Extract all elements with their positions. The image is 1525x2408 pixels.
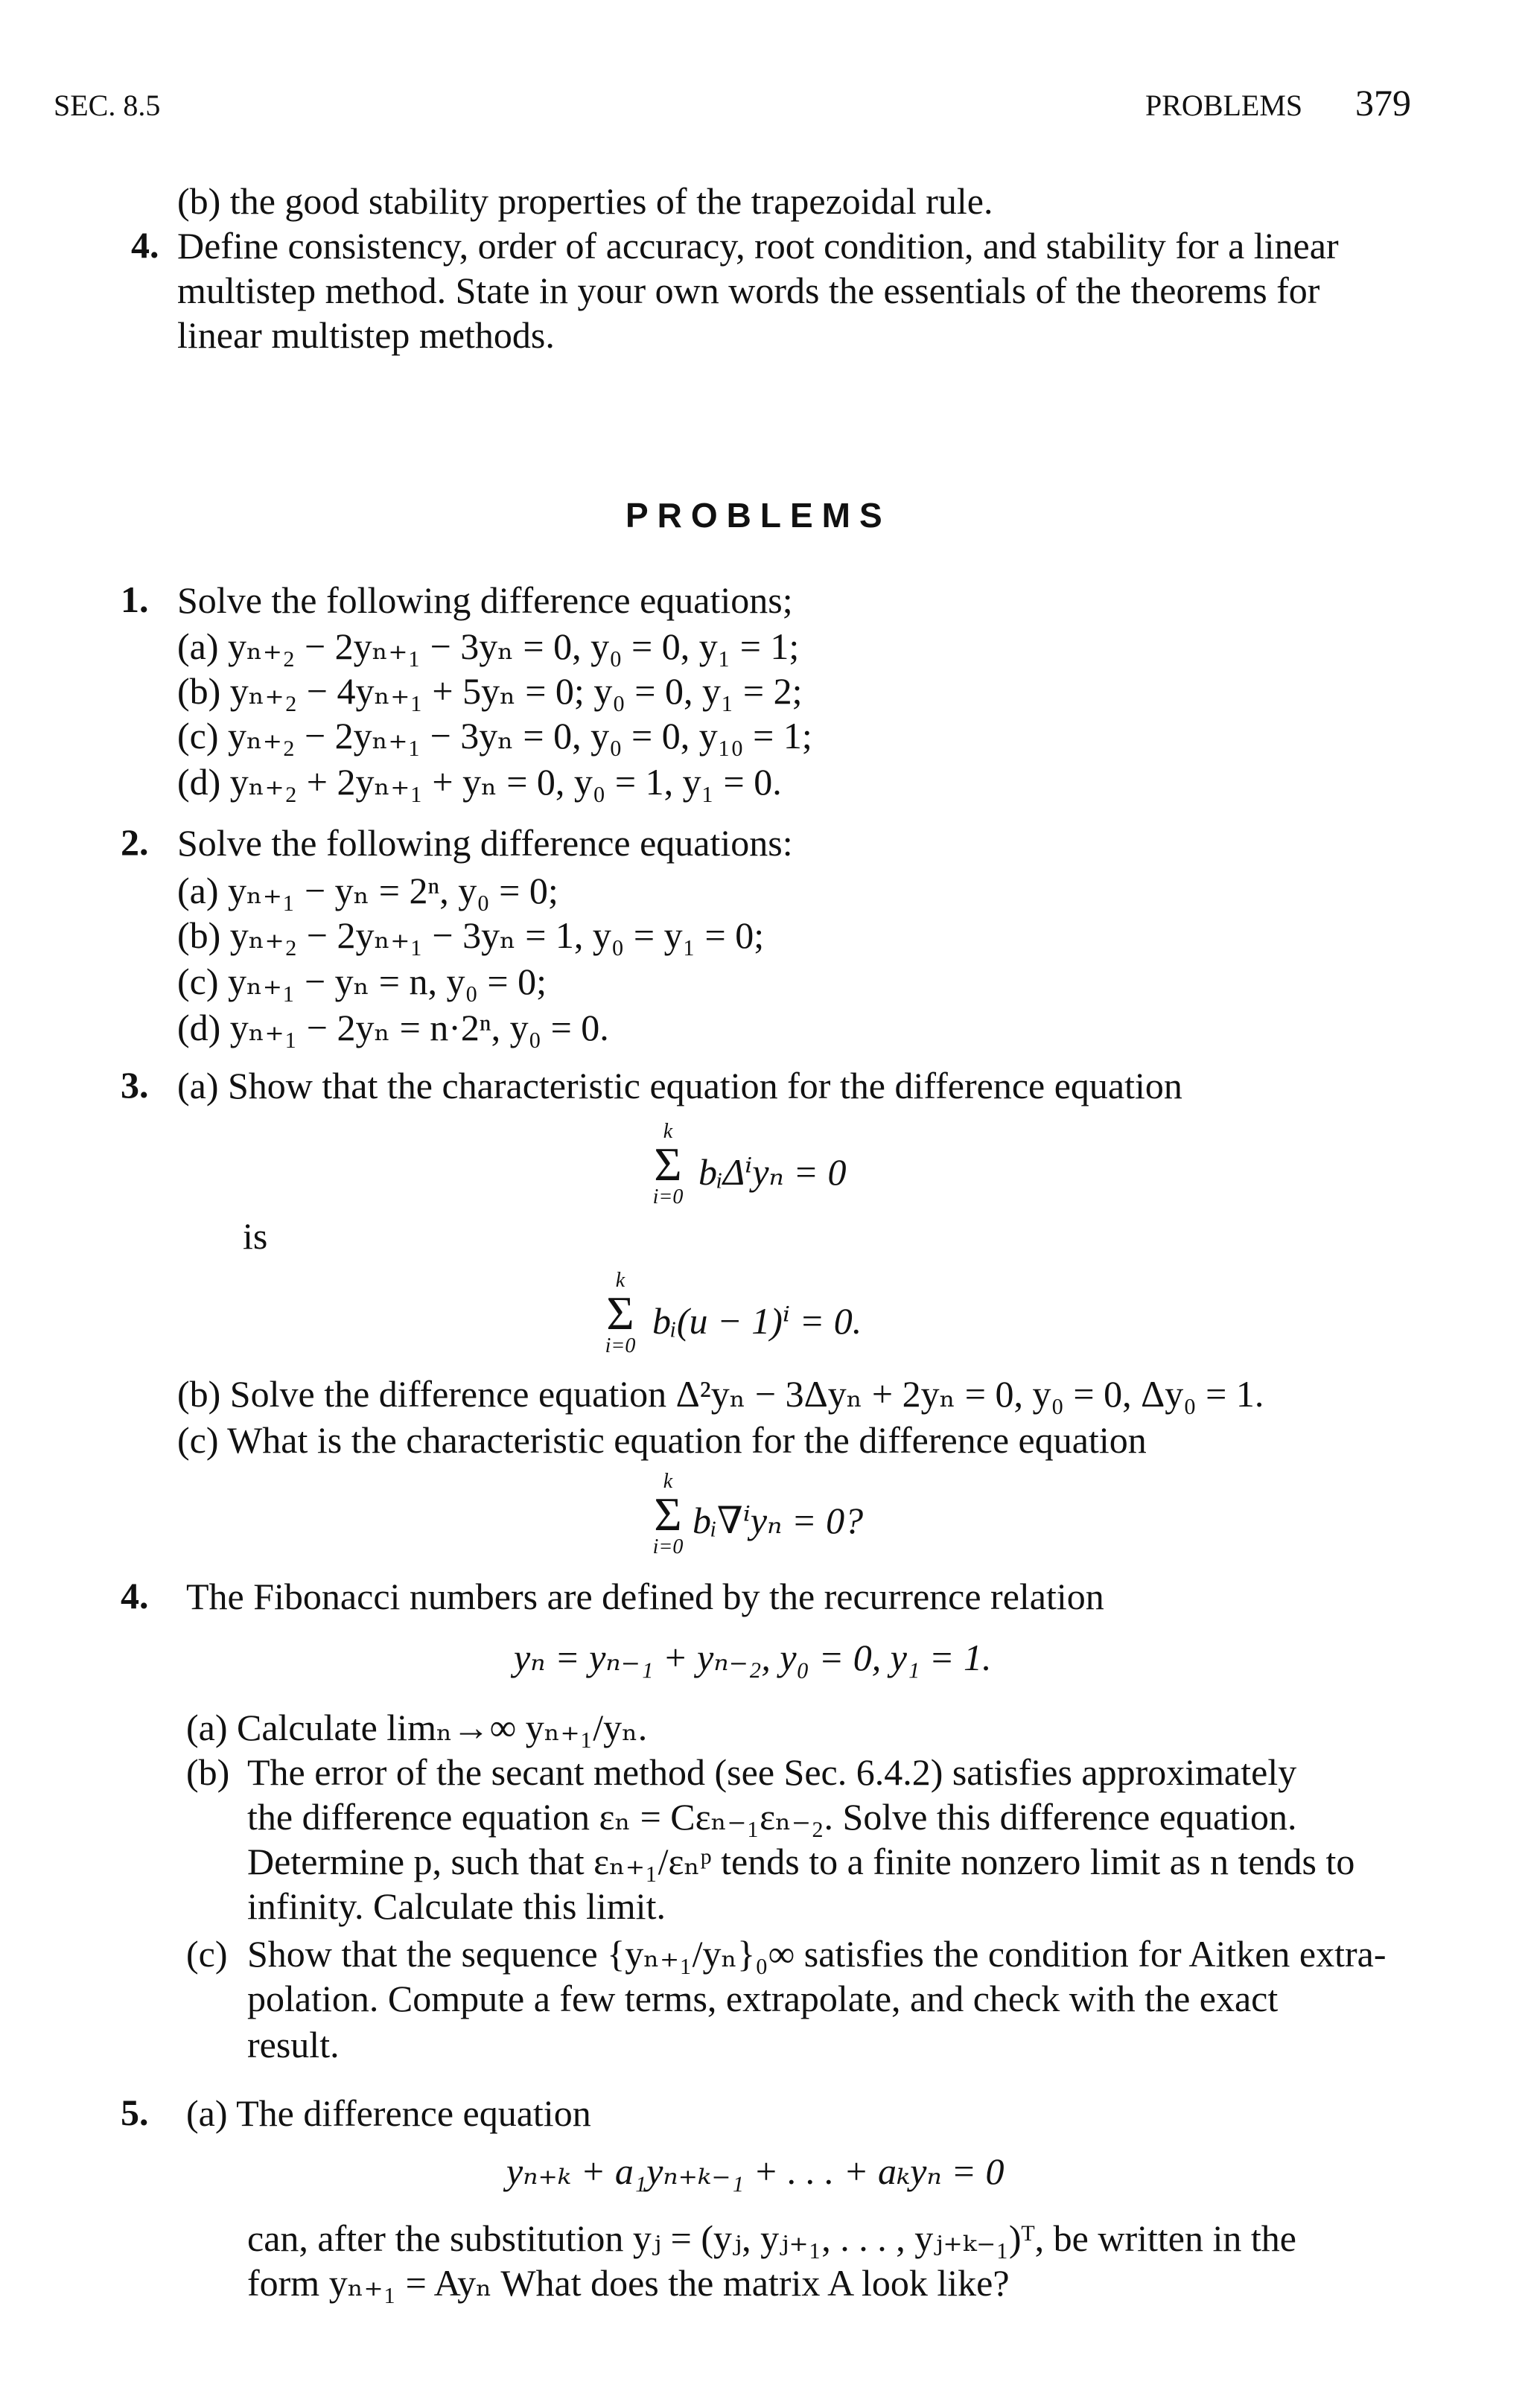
problem-3-part-c: (c) What is the characteristic equation for the difference equation bbox=[177, 1419, 1147, 1461]
sum-upper-limit: k bbox=[663, 1120, 673, 1143]
review-question-number: 4. bbox=[131, 224, 159, 266]
fibonacci-equation: yₙ = yₙ₋₁ + yₙ₋₂, y₀ = 0, y₁ = 1. bbox=[514, 1637, 992, 1678]
problem-5-part-a: (a) The difference equation bbox=[186, 2092, 591, 2134]
problem-5-number: 5. bbox=[121, 2092, 149, 2133]
problem-2-part-a: (a) yₙ₊₁ − yₙ = 2ⁿ, y₀ = 0; bbox=[177, 870, 558, 911]
review-q4-line-3: linear multistep methods. bbox=[177, 314, 555, 356]
problem-1-part-b: (b) yₙ₊₂ − 4yₙ₊₁ + 5yₙ = 0; y₀ = 0, y₁ = 2; bbox=[177, 670, 803, 712]
problem-4-part-c-line-2: polation. Compute a few terms, extrapolate, and check with the exact bbox=[247, 1978, 1279, 2019]
problem-1-title: Solve the following difference equations; bbox=[177, 579, 793, 621]
problem-5-line-2: form yₙ₊₁ = Ayₙ What does the matrix A look like? bbox=[247, 2262, 1010, 2304]
section-label: SEC. 8.5 bbox=[54, 89, 161, 122]
problem-4-part-c-label: (c) bbox=[186, 1933, 228, 1975]
problem-2-title: Solve the following difference equations: bbox=[177, 822, 793, 864]
review-item-b: (b) the good stability properties of the trapezoidal rule. bbox=[177, 180, 993, 222]
problem-4-part-b-label: (b) bbox=[186, 1751, 230, 1793]
problem-2-part-c: (c) yₙ₊₁ − yₙ = n, y₀ = 0; bbox=[177, 961, 547, 1002]
sigma-icon: Σ bbox=[654, 1488, 682, 1541]
problem-4-part-b-line-2: the difference equation εₙ = Cεₙ₋₁εₙ₋₂. Solve this difference equation. bbox=[247, 1796, 1297, 1838]
problem-3-part-a: (a) Show that the characteristic equation for the difference equation bbox=[177, 1065, 1182, 1106]
problem-5-equation: yₙ₊ₖ + a₁yₙ₊ₖ₋₁ + . . . + aₖyₙ = 0 bbox=[506, 2150, 1005, 2192]
sum-lower-limit: i=0 bbox=[652, 1185, 684, 1208]
problem-3-number: 3. bbox=[121, 1064, 149, 1106]
sum-symbol-1 bbox=[649, 1121, 687, 1208]
is-label: is bbox=[243, 1215, 268, 1257]
review-q4-line-2: multistep method. State in your own words the essentials of the theorems for bbox=[177, 270, 1320, 311]
problem-4-part-b-line-4: infinity. Calculate this limit. bbox=[247, 1885, 666, 1927]
problem-4-part-b-line-3: Determine p, such that εₙ₊₁/εₙᵖ tends to a finite nonzero limit as n tends to bbox=[247, 1841, 1355, 1882]
problem-3-part-b: (b) Solve the difference equation Δ²yₙ − 3Δyₙ + 2yₙ = 0, y₀ = 0, Δy₀ = 1. bbox=[177, 1373, 1264, 1415]
sum-symbol-2 bbox=[602, 1270, 639, 1357]
problems-heading: PROBLEMS bbox=[625, 496, 891, 535]
problem-2-part-b: (b) yₙ₊₂ − 2yₙ₊₁ − 3yₙ = 1, y₀ = y₁ = 0; bbox=[177, 914, 765, 956]
problem-1-part-d: (d) yₙ₊₂ + 2yₙ₊₁ + yₙ = 0, y₀ = 1, y₁ = 0. bbox=[177, 761, 782, 803]
running-title: PROBLEMS bbox=[1145, 89, 1303, 122]
sum-lower-limit: i=0 bbox=[605, 1334, 636, 1357]
review-q4-line-1: Define consistency, order of accuracy, root condition, and stability for a linear bbox=[177, 225, 1339, 267]
sigma-icon: Σ bbox=[606, 1287, 634, 1340]
problem-4-number: 4. bbox=[121, 1575, 149, 1617]
problem-4-part-c-line-3: result. bbox=[247, 2024, 340, 2065]
problem-1-part-a: (a) yₙ₊₂ − 2yₙ₊₁ − 3yₙ = 0, y₀ = 0, y₁ = 1; bbox=[177, 625, 800, 667]
sum-upper-limit: k bbox=[615, 1269, 625, 1292]
equation-sum-3: bᵢ∇ⁱyₙ = 0? bbox=[693, 1500, 864, 1541]
problem-4-intro: The Fibonacci numbers are defined by the recurrence relation bbox=[186, 1576, 1104, 1617]
problem-1-number: 1. bbox=[121, 579, 149, 620]
problem-4-part-c-line-1: Show that the sequence {yₙ₊₁/yₙ}₀∞ satisfies the condition for Aitken extra- bbox=[247, 1933, 1386, 1975]
page-number: 379 bbox=[1355, 82, 1411, 124]
problem-2-number: 2. bbox=[121, 821, 149, 863]
equation-sum-2: bᵢ(u − 1)ⁱ = 0. bbox=[652, 1300, 862, 1342]
problem-4-part-b-line-1: The error of the secant method (see Sec. 6.4.2) satisfies approximately bbox=[247, 1751, 1297, 1793]
problem-4-part-a: (a) Calculate limₙ→∞ yₙ₊₁/yₙ. bbox=[186, 1707, 648, 1748]
problem-1-part-c: (c) yₙ₊₂ − 2yₙ₊₁ − 3yₙ = 0, y₀ = 0, y₁₀ = 1; bbox=[177, 715, 812, 757]
sum-symbol-3 bbox=[649, 1471, 687, 1558]
equation-sum-1: bᵢΔⁱyₙ = 0 bbox=[698, 1151, 847, 1193]
sigma-icon: Σ bbox=[654, 1138, 682, 1191]
sum-lower-limit: i=0 bbox=[652, 1535, 684, 1558]
sum-upper-limit: k bbox=[663, 1470, 673, 1493]
problem-2-part-d: (d) yₙ₊₁ − 2yₙ = n·2ⁿ, y₀ = 0. bbox=[177, 1007, 609, 1048]
problem-5-line-1: can, after the substitution yⱼ = (yⱼ, yⱼ₊₁, . . . , yⱼ₊ₖ₋₁)ᵀ, be written in the bbox=[247, 2217, 1296, 2259]
